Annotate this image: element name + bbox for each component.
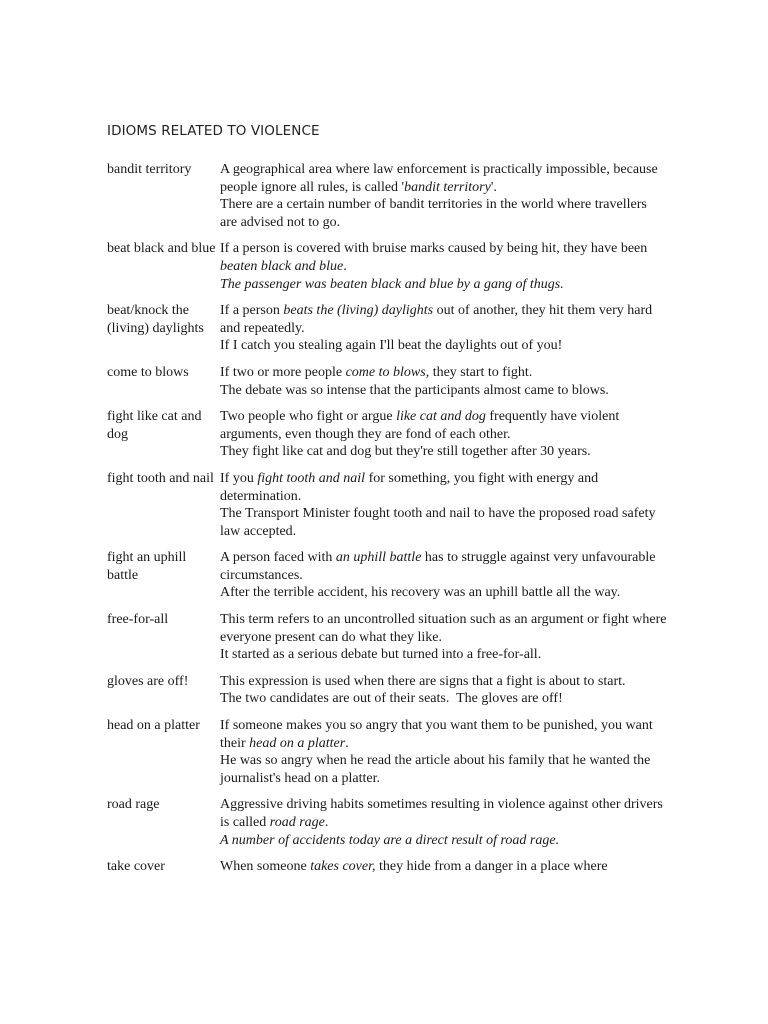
italic-text: takes cover, [310, 859, 376, 875]
text-run: . [324, 815, 329, 830]
italic-text: The passenger was beaten black and blue by a gang of thugs. [220, 276, 564, 292]
idiom-term: take cover [107, 859, 165, 875]
text-run: If a person is covered with bruise marks caused by being hit, they have been [220, 241, 651, 257]
idiom-entry [107, 302, 667, 355]
idiom-definition-block [220, 858, 667, 876]
idiom-definition [220, 611, 670, 646]
idiom-definition [220, 470, 667, 505]
idiom-definition [220, 717, 667, 752]
idiom-definition [220, 549, 667, 584]
idiom-example [220, 196, 667, 231]
idiom-definition [220, 796, 667, 831]
page-title: IDIOMS RELATED TO VIOLENCE [107, 123, 320, 139]
idiom-entry [107, 549, 667, 602]
idiom-entry [107, 470, 667, 540]
text-run: If two or more people [220, 364, 346, 380]
text-run: '. [490, 179, 497, 195]
text-run: Two people who fight or argue [220, 409, 397, 425]
idiom-definition [220, 858, 667, 876]
idiom-entry [107, 408, 667, 461]
text-run: After the terrible accident, his recovery was an uphill battle all the way. [220, 585, 621, 601]
text-run: If someone makes you so angry that you want them to be punished, you want their [220, 718, 657, 751]
idiom-definition-block [220, 364, 667, 399]
text-run: , they start to fight. [425, 364, 533, 380]
idiom-definition-block [220, 549, 667, 602]
idiom-term: fight tooth and nail [107, 470, 214, 486]
idiom-definition [220, 302, 667, 337]
text-run: The Transport Minister fought tooth and nail to have the proposed road safety law accepted. [220, 506, 659, 539]
idiom-example [220, 505, 667, 540]
idiom-term: beat/knock the (living) daylights [107, 303, 204, 336]
idiom-definition-block [220, 717, 667, 787]
text-run: The debate was so intense that the participants almost came to blows. [220, 382, 609, 398]
idiom-term: bandit territory [107, 162, 192, 177]
idiom-definition [220, 240, 667, 275]
italic-text: A number of accidents today are a direct result of road rage. [220, 832, 560, 848]
text-run: They fight like cat and dog but they're still together after 30 years. [220, 444, 591, 460]
idiom-definition-block [220, 470, 667, 540]
idiom-definition [220, 408, 667, 443]
idiom-definition-block [220, 796, 667, 849]
text-run: There are a certain number of bandit territories in the world where travellers are advised not to go. [220, 197, 651, 230]
idiom-definition-block [220, 611, 670, 664]
idiom-term: beat black and blue [107, 241, 216, 257]
italic-text: an uphill battle [335, 550, 422, 566]
idiom-term: road rage [107, 797, 160, 813]
italic-text: come to blows [345, 364, 426, 380]
italic-text: beats the (living) daylights [283, 303, 434, 319]
idiom-example [220, 690, 667, 708]
idiom-example [220, 832, 667, 850]
italic-text: road rage [269, 815, 325, 830]
idiom-entry [107, 717, 667, 787]
text-run: He was so angry when he read the article about his family that he wanted the journalist's head on a platter. [220, 753, 654, 786]
text-run: This expression is used when there are signs that a fight is about to start. [220, 673, 626, 689]
idiom-definition [220, 364, 667, 382]
idiom-entry [107, 796, 667, 849]
idiom-entry [107, 364, 667, 399]
idiom-definition-block [220, 302, 667, 355]
text-run: . [343, 258, 347, 274]
idiom-definition-block [220, 673, 667, 708]
idiom-example [220, 443, 667, 461]
idiom-definition [220, 673, 667, 691]
idiom-term: gloves are off! [107, 673, 189, 689]
idiom-definition-block [220, 240, 667, 293]
idiom-term: head on a platter [107, 718, 200, 734]
italic-text: fight tooth and nail [257, 470, 366, 486]
idiom-definition [220, 161, 667, 196]
text-run: If a person [220, 303, 284, 319]
text-run: It started as a serious debate but turned into a free-for-all. [220, 647, 542, 663]
text-run: If I catch you stealing again I'll beat the daylights out of you! [220, 338, 563, 354]
idiom-term: come to blows [107, 364, 189, 380]
idiom-example [220, 276, 667, 294]
idiom-example [220, 382, 667, 400]
idiom-example [220, 584, 667, 602]
italic-text: bandit territory [404, 179, 491, 195]
idiom-example [220, 337, 667, 355]
text-run: When someone [220, 859, 311, 875]
idiom-entry [107, 240, 667, 293]
text-run: A person faced with [220, 550, 336, 566]
text-run: out of another, they hit them very hard and repeatedly. [220, 303, 656, 336]
text-run: they hide from a danger in a place where [375, 859, 608, 875]
text-run: . [345, 735, 349, 751]
text-run: If you [220, 470, 258, 486]
text-run: This term refers to an uncontrolled situation such as an argument or fight where everyone present can do what they like. [220, 612, 670, 645]
text-run: A geographical area where law enforcement is practically impossible, because people ignore all rules, is called ' [220, 162, 662, 195]
idiom-entry [107, 611, 670, 664]
idiom-example [220, 752, 667, 787]
idiom-definition-block [220, 408, 667, 461]
idiom-entry [107, 858, 667, 876]
idiom-entry [107, 673, 667, 708]
text-run: for something, you fight with energy and determination. [220, 470, 602, 504]
italic-text: beaten black and blue [220, 258, 344, 274]
idiom-term: free-for-all [107, 612, 169, 628]
idiom-term: fight like cat and dog [107, 409, 202, 442]
text-run: The two candidates are out of their seats. The gloves are off! [220, 691, 563, 707]
text-run: Aggressive driving habits sometimes resulting in violence against other drivers is called [220, 797, 667, 830]
italic-text: head on a platter [249, 735, 346, 751]
idiom-definition-block [220, 161, 667, 231]
idiom-term: fight an uphill battle [107, 550, 187, 583]
idiom-example [220, 646, 667, 664]
text-run: has to struggle against very unfavourable circumstances. [220, 550, 659, 583]
text-run: frequently have violent arguments, even though they are fond of each other. [220, 409, 623, 442]
idiom-list [107, 161, 670, 885]
italic-text: like cat and dog [396, 409, 486, 425]
idiom-entry [107, 161, 667, 231]
